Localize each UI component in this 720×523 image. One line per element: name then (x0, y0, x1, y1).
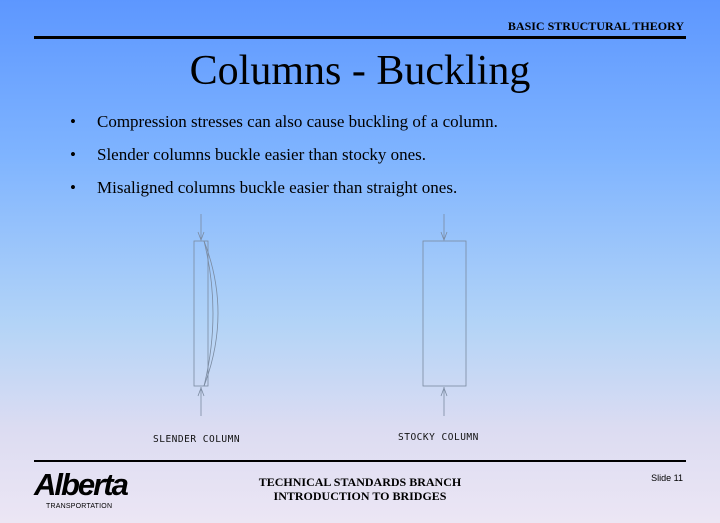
slide-title: Columns - Buckling (189, 48, 531, 94)
slender-column-rect (194, 241, 208, 386)
slender-column-caption: SLENDER COLUMN (153, 434, 241, 445)
bullet-text: Slender columns buckle easier than stocky ones. (97, 145, 427, 164)
alberta-logo: Alberta (34, 467, 127, 502)
bottom-rule (34, 460, 686, 462)
footer-line-2: INTRODUCTION TO BRIDGES (273, 489, 447, 503)
stocky-column-rect (423, 241, 466, 386)
stocky-column-caption: STOCKY COLUMN (398, 432, 479, 443)
footer-line-1: TECHNICAL STANDARDS BRANCH (258, 475, 462, 489)
stocky-column (423, 214, 466, 416)
slender-buckle-curve-inner (204, 241, 213, 386)
slide-number: Slide 11 (651, 473, 683, 483)
slender-buckle-curve-outer (204, 241, 218, 386)
bullet-dot: • (70, 112, 76, 131)
footer-branch (0, 475, 720, 503)
bullet-text: Compression stresses can also cause buckling of a column. (97, 112, 498, 131)
logo-subtitle: TRANSPORTATION (46, 503, 113, 510)
slender-column (194, 214, 218, 416)
bullet-text: Misaligned columns buckle easier than straight ones. (97, 178, 458, 197)
bullet-dot: • (70, 178, 76, 197)
bullet-dot: • (70, 145, 76, 164)
header-title: BASIC STRUCTURAL THEORY (507, 19, 684, 33)
